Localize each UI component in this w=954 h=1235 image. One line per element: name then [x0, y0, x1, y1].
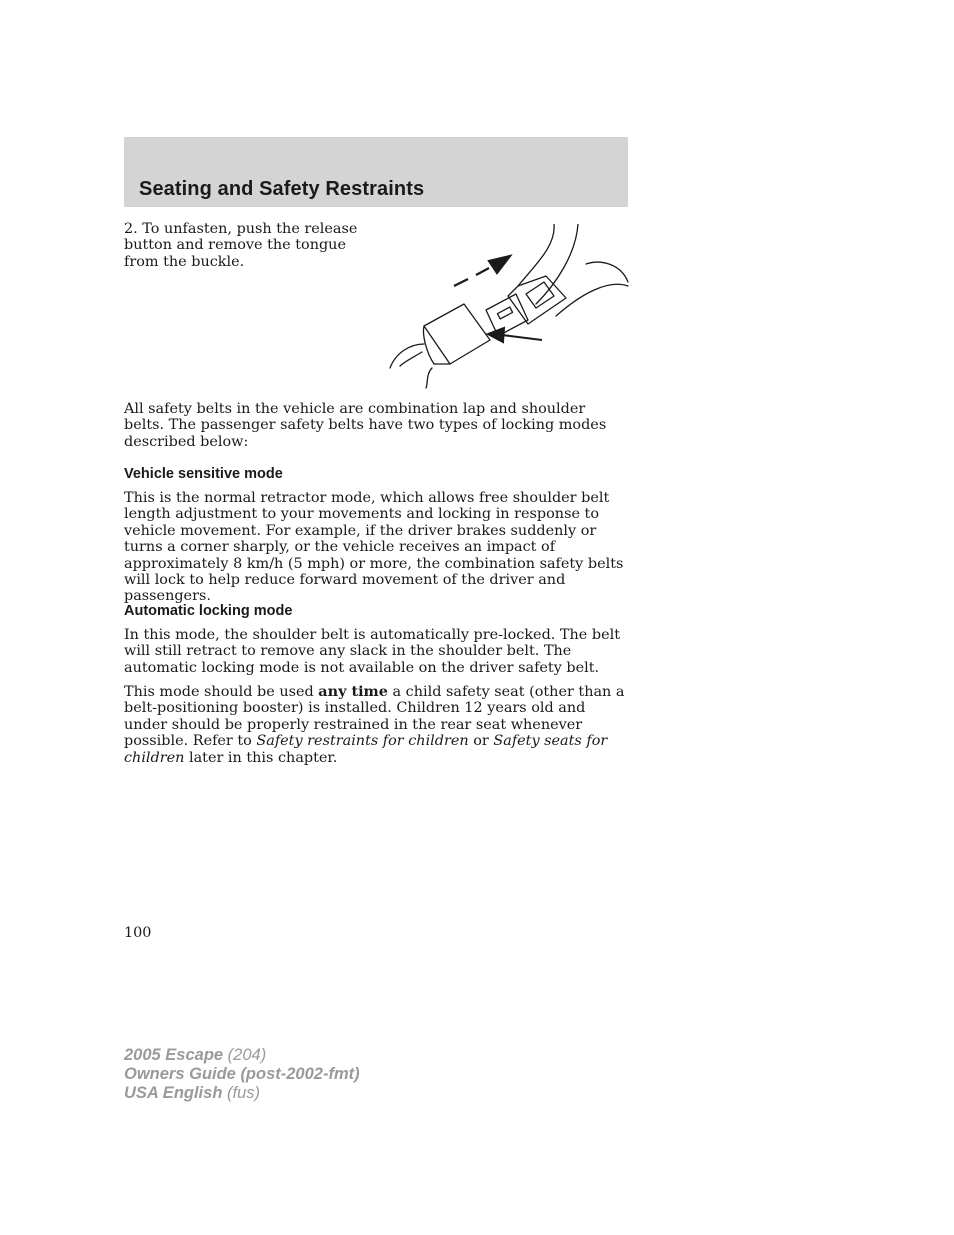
heading-automatic-locking-mode: Automatic locking mode — [124, 603, 293, 619]
note-text-4: later in this chapter. — [184, 749, 338, 766]
note-text-2: a child safety seat (other than a belt-positioning booster) is installed. Children 12 years old and under should be properly restrained in the rear seat whenever possible. Refer to — [124, 684, 625, 750]
ref-safety-seats-for-children: Safety seats for children — [124, 733, 608, 766]
intro-paragraph: All safety belts in the vehicle are combination lap and shoulder belts. The passenger safety belts have two types of locking modes described below: — [124, 401, 607, 450]
page-number: 100 — [124, 925, 152, 941]
document-footer — [124, 1046, 360, 1103]
footer-guide: Owners Guide (post-2002-fmt) — [124, 1065, 360, 1083]
footer-language: USA English — [124, 1084, 223, 1102]
footer-model: 2005 Escape — [124, 1046, 224, 1064]
ref-safety-restraints-for-children: Safety restraints for children — [256, 733, 469, 750]
step-text: 2. To unfasten, push the release button and remove the tongue from the buckle. — [124, 221, 358, 270]
footer-language-code: (fus) — [222, 1084, 260, 1102]
child-seat-note — [124, 684, 628, 766]
note-text-3: or — [468, 733, 494, 750]
section-header — [124, 137, 628, 207]
note-text-1: This mode should be used — [124, 684, 319, 700]
footer-line-3 — [124, 1084, 360, 1103]
footer-line-1 — [124, 1046, 360, 1065]
seat-belt-buckle-illustration — [386, 224, 630, 394]
automatic-locking-mode-text: In this mode, the shoulder belt is automatically pre-locked. The belt will still retract to remove any slack in the shoulder belt. The automatic locking mode is not available on the driver safety belt. — [124, 627, 621, 676]
footer-line-2 — [124, 1065, 360, 1084]
note-emphasis: any time — [318, 683, 388, 700]
footer-model-code: (204) — [223, 1046, 267, 1064]
section-title: Seating and Safety Restraints — [139, 178, 425, 200]
heading-vehicle-sensitive-mode: Vehicle sensitive mode — [124, 466, 283, 482]
vehicle-sensitive-mode-text: This is the normal retractor mode, which allows free shoulder belt length adjustment to your movements and locking in response to vehicle movement. For example, if the driver brakes suddenly or turns a corner sharply, or the vehicle receives an impact of approximately 8 km/h (5 mph) or more, the combination safety belts will lock to help reduce forward movement of the driver and passengers. — [124, 490, 624, 605]
